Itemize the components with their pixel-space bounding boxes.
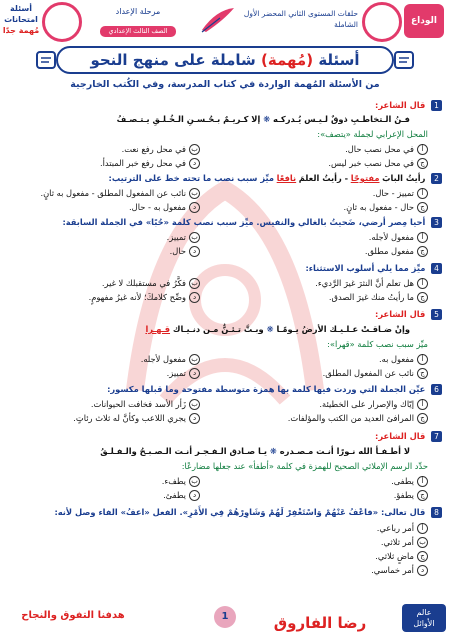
logo-right-icon xyxy=(362,2,402,42)
q5-head: قال الشاعر: xyxy=(375,309,426,319)
q1-option-b[interactable]: بفي محل رفع نعت. xyxy=(122,143,200,155)
q7-verse: لا أطـفـأ الله نـورًا أنـت مـصـدره ❋ يـا صـادق الـفـجـر أنـت الـصـبـحُ والـفـلـقُ xyxy=(100,446,410,456)
page-subtitle: من الأسئلة المُهمة الواردة في كتاب المدرسة، وفي الكُتب الخارجية xyxy=(70,79,380,90)
q6-option-b[interactable]: بزَأر الأسد فخافت الحيوانات. xyxy=(91,398,200,410)
q1-option-d[interactable]: دفي محل رفع خبر المبتدأ. xyxy=(100,157,200,169)
header-corner-label xyxy=(0,0,42,44)
q8-option-d[interactable]: دأمر خماسي. xyxy=(371,564,428,576)
scroll-left-icon xyxy=(34,48,58,72)
logo-left-icon xyxy=(42,2,82,42)
q3-ask: أحيا مِصر أرضي، ضَحيتُ بالغالي والنفيس. ميِّز سبب نصب كلمة «حُبًا» في الجملة السابقة: xyxy=(62,217,426,227)
q5-option-a[interactable]: أمفعول به. xyxy=(379,353,428,365)
q4-question xyxy=(305,262,442,274)
q1-question xyxy=(317,128,428,140)
q6-question: 6 عيِّن الجملة التي وردت فيها كلمة بها همزة متوسطة مفتوحة وما قبلها مكسور: xyxy=(107,383,442,395)
q8-option-a[interactable]: أأمر رباعي. xyxy=(377,522,428,534)
q6-number: 6 xyxy=(431,384,442,395)
q7-option-c[interactable]: جيطفؤ. xyxy=(394,489,428,501)
q5-number: 5 xyxy=(431,309,442,320)
q5-verse: وإنْ ضـاقـتْ عـلـيـك الأرضُ يـومًـا ❋ وبـتَّ تـئـنُّ مـن دنـيـاك قـهـرا xyxy=(145,324,410,334)
q8-number: 8 xyxy=(431,507,442,518)
corner-line-2: امتحانات xyxy=(4,15,38,24)
q4-option-d[interactable]: دوضِّح كلامكَ؛ لأنه غيرُ مفهومٍ. xyxy=(89,291,200,303)
q8-option-b[interactable]: بأمر ثلاثي. xyxy=(381,536,428,548)
scroll-right-icon xyxy=(392,48,416,72)
q6-option-a[interactable]: أإيّاك والإصرار على الخطيئة. xyxy=(319,398,428,410)
q6-option-d[interactable]: ديجري اللاعب وكأنَّ له ثلاث رئاتٍ. xyxy=(73,412,200,424)
q3-option-a[interactable]: أمفعول لأجله. xyxy=(369,231,428,243)
q1-head: قال الشاعر: xyxy=(375,100,426,110)
q4-option-c[interactable]: جما رأيتُ منك غيرَ الصدق. xyxy=(329,291,428,303)
q8-option-c[interactable]: جماضٍ ثلاثي. xyxy=(375,550,428,562)
footer-brand: عالم الأوائل xyxy=(402,604,446,632)
series-tag: الصف الثالث الإعدادي xyxy=(100,26,176,37)
author-signature: رضا الفاروق xyxy=(273,614,367,632)
q5-header xyxy=(375,308,442,320)
q5-option-b[interactable]: بمفعول لأجله. xyxy=(141,353,200,365)
q8-question: 8 قال تعالى: «فاعْفُ عَنْهُمْ وَاسْتَغْفِرْ لَهُمْ وَشَاوِرْهُمْ فِي الأَمْرِ». الفعل «اعفُ» الفاء وصل لأنه: xyxy=(54,506,442,518)
title-part-1: أسئلة xyxy=(318,51,360,69)
brand-badge: الوداع xyxy=(404,4,444,38)
q7-option-b[interactable]: بيطفء. xyxy=(162,475,200,487)
q3-option-c[interactable]: جمفعول مطلق. xyxy=(365,245,428,257)
title-part-2: (مُهمة) xyxy=(261,51,314,69)
q4-ask: ميِّز مما يلي أسلوب الاستثناء: xyxy=(305,263,426,273)
page-number: 1 xyxy=(214,606,236,628)
q1-verse-b: إلا كـريـمٌ بـحُـسـنِ الـخُـلـقِ يـتـصـفُ xyxy=(116,114,261,124)
q4-option-a[interactable]: أهل تعلم أنَّ النثرَ غيرَ الرَّديء. xyxy=(315,277,428,289)
q2-number: 2 xyxy=(431,173,442,184)
q5-option-d[interactable]: دتمييز. xyxy=(167,367,200,379)
q1-number: 1 xyxy=(431,100,442,111)
q2-option-d[interactable]: دمفعول به - حال. xyxy=(129,201,200,213)
q4-number: 4 xyxy=(431,263,442,274)
page-footer xyxy=(0,598,450,636)
q4-option-b[interactable]: بفكَّرُ في مستقبلك لا غير. xyxy=(102,277,200,289)
corner-line-1: أسئلة xyxy=(10,4,32,13)
q1-header xyxy=(375,99,442,111)
footer-slogan: هدفنا التفوق والنجاح xyxy=(21,610,125,621)
page-title xyxy=(56,46,394,74)
q7-header: 7 قال الشاعر: xyxy=(375,430,442,442)
q1-verse: فـنُ الـتخاطـبِ ذوقٌ لـيـس يُـدركـه ❋ إلا كـريـمٌ بـحُـسـنِ الـخُـلـقِ يـتـصـفُ xyxy=(116,114,410,124)
q5-option-c[interactable]: جنائب عن المفعول المطلق. xyxy=(323,367,428,379)
title-part-3: شاملة على منهج النحو xyxy=(90,51,256,69)
q7-option-a[interactable]: أيطفى. xyxy=(391,475,428,487)
q7-option-d[interactable]: ديطفئ. xyxy=(163,489,200,501)
q2-option-a[interactable]: أتمييز - حال. xyxy=(373,187,428,199)
series-name: مرحلة الإعداد xyxy=(115,7,161,16)
q3-option-b[interactable]: بتمييز. xyxy=(167,231,200,243)
q3-number: 3 xyxy=(431,217,442,228)
q1-verse-a: فـنُ الـتخاطـبِ ذوقٌ لـيـس يُـدركـه xyxy=(273,114,410,124)
q1-option-c[interactable]: جفي محل نصب خبر ليس. xyxy=(328,157,428,169)
q2-option-b[interactable]: بنائب عن المفعول المطلق - مفعول به ثانٍ. xyxy=(40,187,200,199)
school-line: حلقات المستوى الثاني المحضر الأول الشاملة xyxy=(243,9,358,29)
q7-question: حدِّد الرسم الإملائي الصحيح للهمزة في كلمة «أطفأ» عند جعلها مضارعًا: xyxy=(181,461,428,471)
q1-ask: المحل الإعرابي لجملة «يتصف»: xyxy=(317,129,428,139)
q5-question: ميِّز سبب نصب كلمة «قهرا»: xyxy=(327,339,428,349)
q2-option-c[interactable]: جحال - مفعول به ثانٍ. xyxy=(343,201,428,213)
page-header xyxy=(0,0,450,44)
q3-option-d[interactable]: دحال. xyxy=(170,245,200,257)
q1-option-a[interactable]: أفي محل نصب حال. xyxy=(345,143,428,155)
q3-question xyxy=(62,216,442,228)
q7-number: 7 xyxy=(431,431,442,442)
corner-line-3: مُهمة جدًا xyxy=(2,26,40,35)
q6-option-c[interactable]: جالمرافئ العديد من الكتب والمؤلفات. xyxy=(288,412,428,424)
q2-question: 2 رأيتُ البابَ مفتوحًا - رأيتُ العلمَ نافعًا ميِّز سبب نصب ما تحته خط على الترتيب: xyxy=(109,172,442,184)
